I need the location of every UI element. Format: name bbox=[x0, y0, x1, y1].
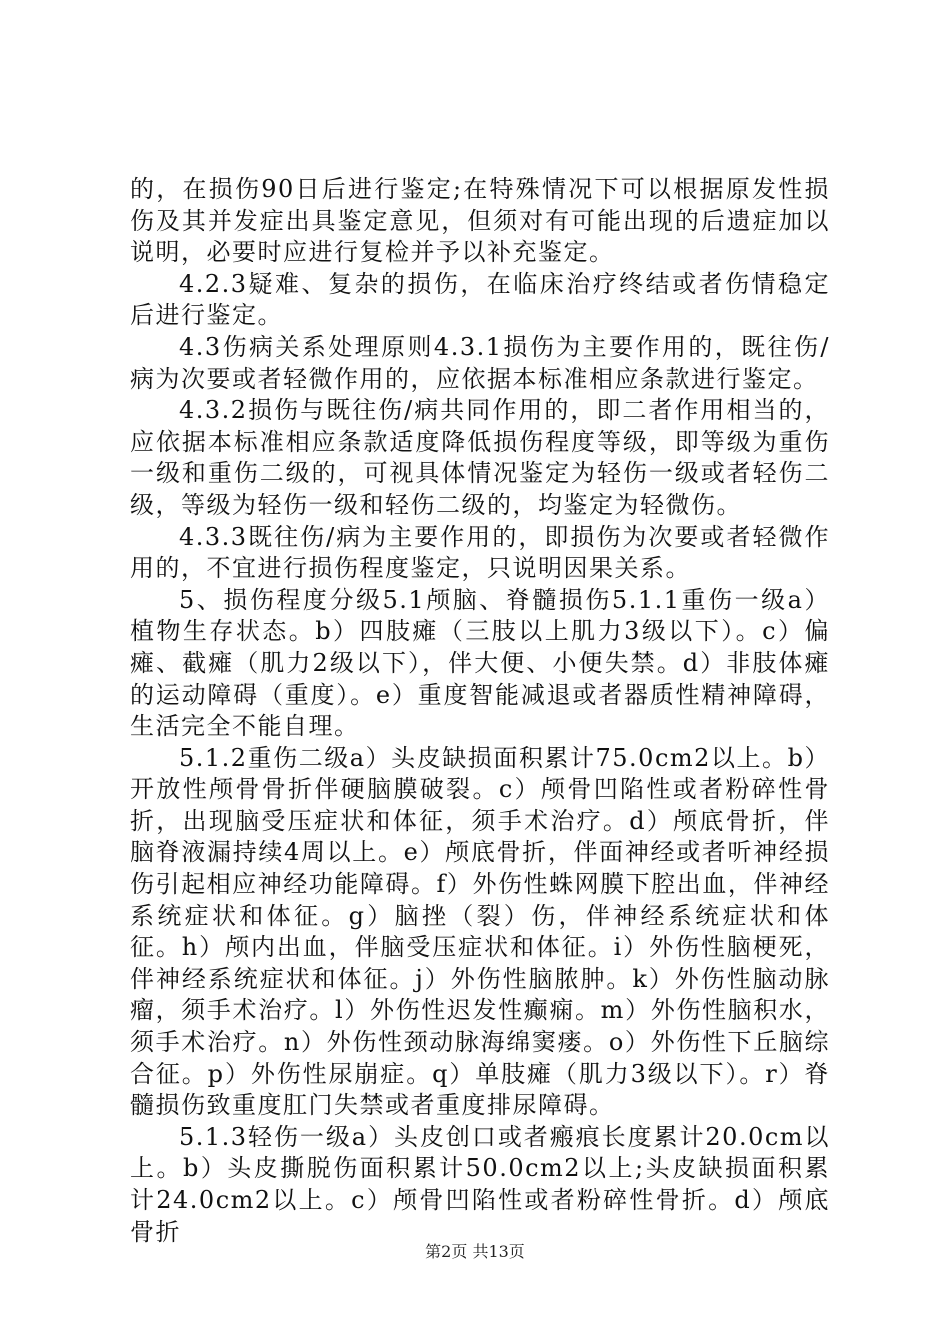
paragraph-4-2-3: 4.2.3疑难、复杂的损伤，在临床治疗终结或者伤情稳定后进行鉴定。 bbox=[130, 269, 830, 330]
document-body bbox=[130, 174, 830, 1248]
paragraph-5-1-3: 5.1.3轻伤一级a）头皮创口或者瘢痕长度累计20.0cm以上。b）头皮撕脱伤面积累计50.0cm2以上;头皮缺损面积累计24.0cm2以上。c）颅骨凹陷性或者粉碎性骨折。d）颅底骨折 bbox=[130, 1122, 830, 1246]
paragraph-4-3-3: 4.3.3既往伤/病为主要作用的，即损伤为次要或者轻微作用的，不宜进行损伤程度鉴定，只说明因果关系。 bbox=[130, 522, 830, 583]
page-number-footer: 第2页 共13页 bbox=[425, 1242, 525, 1261]
paragraph-5-1-2: 5.1.2重伤二级a）头皮缺损面积累计75.0cm2以上。b）开放性颅骨骨折伴硬脑膜破裂。c）颅骨凹陷性或者粉碎性骨折，出现脑受压症状和体征，须手术治疗。d）颅底骨折，伴脑脊液漏持续4周以上。e）颅底骨折，伴面神经或者听神经损伤引起相应神经功能障碍。f）外伤性蛛网膜下腔出血，伴神经系统症状和体征。g）脑挫（裂）伤，伴神经系统症状和体征。h）颅内出血，伴脑受压症状和体征。i）外伤性脑梗死，伴神经系统症状和体征。j）外伤性脑脓肿。k）外伤性脑动脉瘤，须手术治疗。l）外伤性迟发性癫痫。m）外伤性脑积水，须手术治疗。n）外伤性颈动脉海绵窦瘘。o）外伤性下丘脑综合征。p）外伤性尿崩症。q）单肢瘫（肌力3级以下）。r）脊髓损伤致重度肛门失禁或者重度排尿障碍。 bbox=[130, 743, 830, 1120]
paragraph-continuation: 的，在损伤90日后进行鉴定;在特殊情况下可以根据原发性损伤及其并发症出具鉴定意见，但须对有可能出现的后遗症加以说明，必要时应进行复检并予以补充鉴定。 bbox=[130, 175, 830, 267]
paragraph-4-3: 4.3伤病关系处理原则4.3.1损伤为主要作用的，既往伤/病为次要或者轻微作用的，应依据本标准相应条款进行鉴定。 bbox=[130, 332, 830, 393]
paragraph-4-3-2: 4.3.2损伤与既往伤/病共同作用的，即二者作用相当的，应依据本标准相应条款适度降低损伤程度等级，即等级为重伤一级和重伤二级的，可视具体情况鉴定为轻伤一级或者轻伤二级，等级为轻伤一级和轻伤二级的，均鉴定为轻微伤。 bbox=[130, 396, 830, 519]
paragraph-5-1-1: 5、损伤程度分级5.1颅脑、脊髓损伤5.1.1重伤一级a）植物生存状态。b）四肢瘫（三肢以上肌力3级以下）。c）偏瘫、截瘫（肌力2级以下），伴大便、小便失禁。d）非肢体瘫的运动障碍（重度）。e）重度智能减退或者器质性精神障碍，生活完全不能自理。 bbox=[130, 585, 830, 741]
